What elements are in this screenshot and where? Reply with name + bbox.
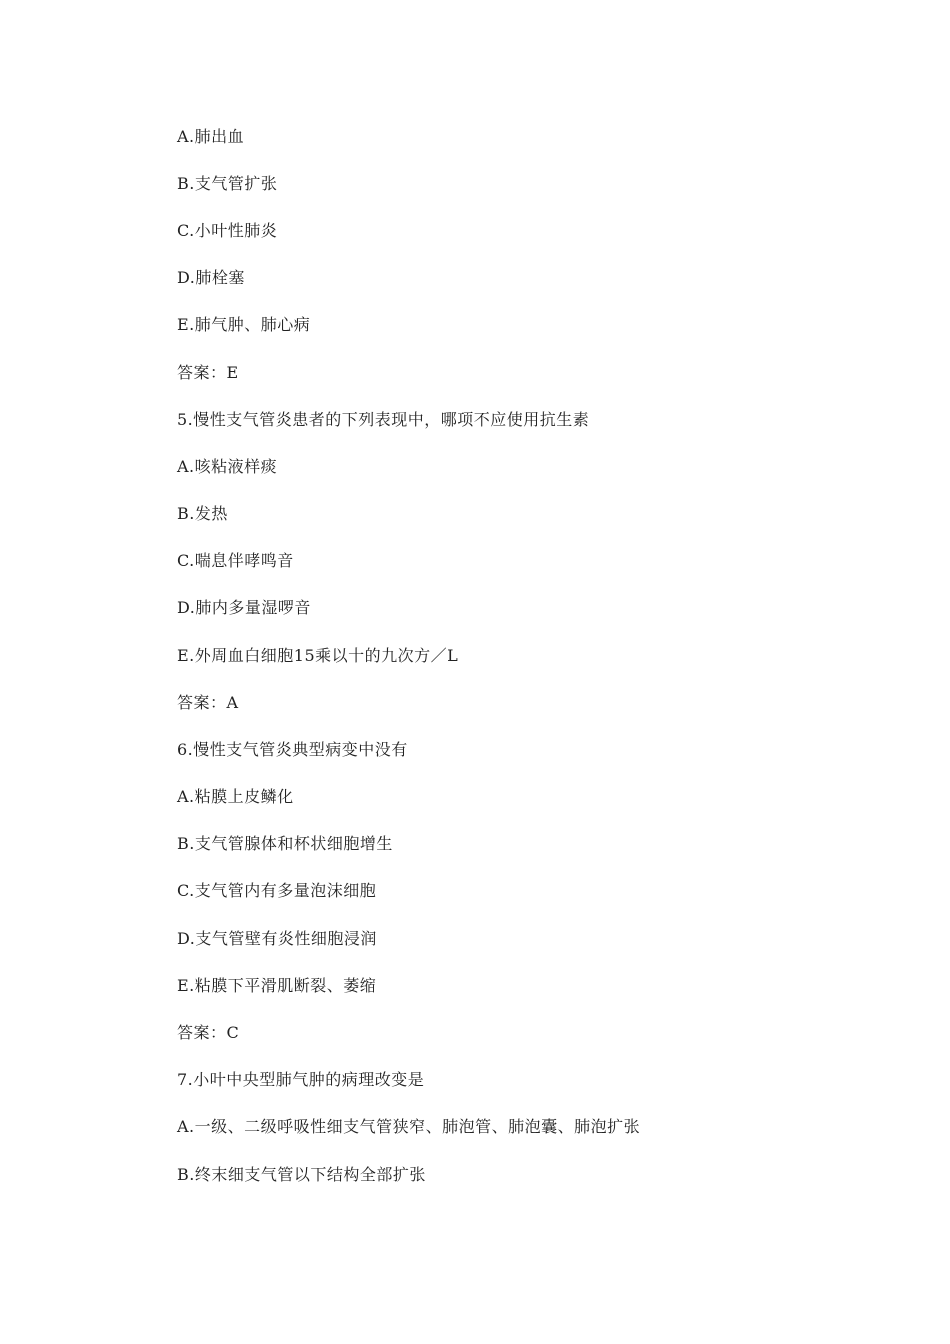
option-c-q5: C.喘息伴哮鸣音 <box>177 551 294 570</box>
question-5: 5.慢性支气管炎患者的下列表现中，哪项不应使用抗生素 <box>177 410 590 429</box>
option-a-q4: A.肺出血 <box>177 127 245 146</box>
option-e-q4: E.肺气肿、肺心病 <box>177 315 311 334</box>
option-c-q6: C.支气管内有多量泡沫细胞 <box>177 881 377 900</box>
option-e-q5: E.外周血白细胞15乘以十的九次方／L <box>177 646 459 665</box>
option-d-q6: D.支气管壁有炎性细胞浸润 <box>177 929 377 948</box>
option-a-q5: A.咳粘液样痰 <box>177 457 278 476</box>
option-a-q6: A.粘膜上皮鳞化 <box>177 787 294 806</box>
question-6: 6.慢性支气管炎典型病变中没有 <box>177 740 408 759</box>
option-d-q5: D.肺内多量湿啰音 <box>177 598 311 617</box>
option-b-q6: B.支气管腺体和杯状细胞增生 <box>177 834 393 853</box>
answer-q6: 答案：C <box>177 1023 240 1042</box>
option-c-q4: C.小叶性肺炎 <box>177 221 278 240</box>
option-b-q5: B.发热 <box>177 504 228 523</box>
option-b-q4: B.支气管扩张 <box>177 174 278 193</box>
option-a-q7: A.一级、二级呼吸性细支气管狭窄、肺泡管、肺泡囊、肺泡扩张 <box>177 1117 641 1136</box>
option-d-q4: D.肺栓塞 <box>177 268 245 287</box>
option-b-q7: B.终末细支气管以下结构全部扩张 <box>177 1165 426 1184</box>
answer-q5: 答案：A <box>177 693 239 712</box>
answer-q4: 答案：E <box>177 363 239 382</box>
option-e-q6: E.粘膜下平滑肌断裂、萎缩 <box>177 976 377 995</box>
question-7: 7.小叶中央型肺气肿的病理改变是 <box>177 1070 425 1089</box>
